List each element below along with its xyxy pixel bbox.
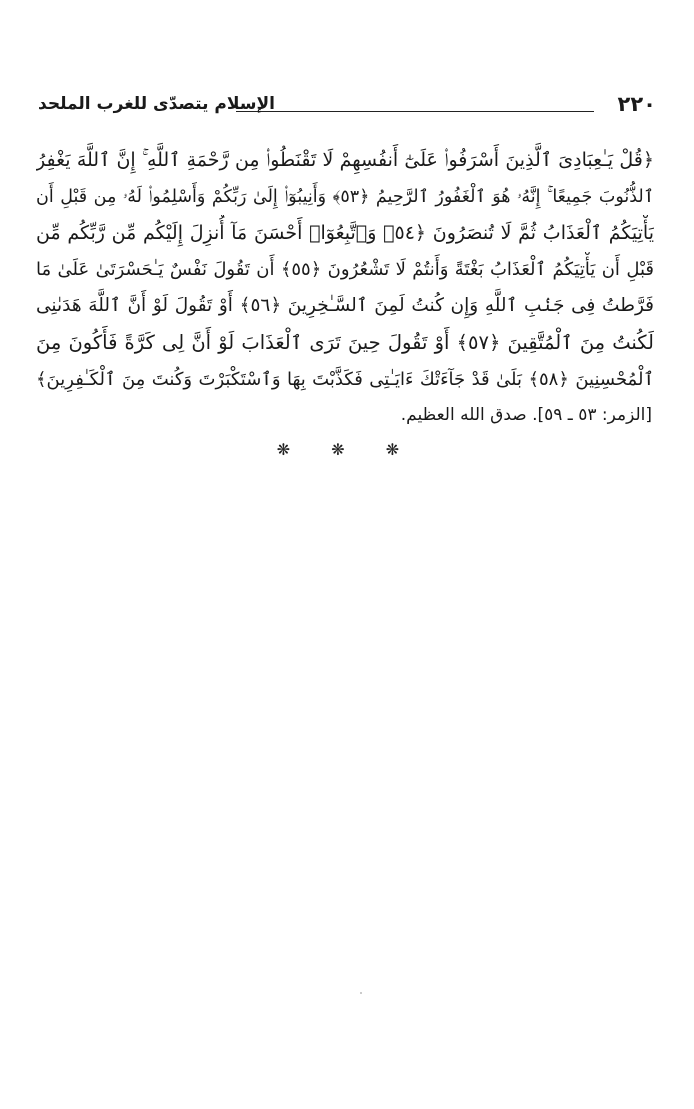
quran-passage [36, 142, 654, 398]
page-number: ٢٢٠ [617, 92, 656, 116]
verse-citation: [الزمر: ٥٣ ـ ٥٩]. صدق الله العظيم. [400, 405, 652, 425]
header-rule [236, 111, 594, 112]
verse-line: قَبْلِ أَن يَأْتِيَكُمُ ٱلْعَذَابُ بَغْتَةً وَأَنتُمْ لَا تَشْعُرُونَ ﴿٥٥﴾ أَن تَقُولَ نَفْسٌ يَـٰحَسْرَتَىٰ عَلَىٰ مَا [36, 258, 654, 280]
verse-line: لَكُنتُ مِنَ ٱلْمُتَّقِينَ ﴿٥٧﴾ أَوْ تَقُولَ حِينَ تَرَى ٱلْعَذَابَ لَوْ أَنَّ لِى كَرَّةً فَأَكُونَ مِنَ [36, 330, 654, 354]
paper-speck [360, 992, 362, 994]
verse-line: يَأْتِيَكُمُ ٱلْعَذَابُ ثُمَّ لَا تُنصَرُونَ ﴿٥٤﴾ وَٱتَّبِعُوٓا۟ أَحْسَنَ مَآ أُنزِلَ إِلَيْكُم مِّن رَّبِّكُم مِّن [36, 222, 654, 245]
verse-line: ٱلْمُحْسِنِينَ ﴿٥٨﴾ بَلَىٰ قَدْ جَآءَتْكَ ءَايَـٰتِى فَكَذَّبْتَ بِهَا وَٱسْتَكْبَرْتَ وَكُنتَ مِنَ ٱلْكَـٰفِرِينَ﴾ [36, 368, 654, 390]
section-separator: ❋ ❋ ❋ [276, 440, 418, 459]
running-title: الإسلام يتصدّى للغرب الملحد [38, 94, 275, 114]
page-header [38, 92, 656, 120]
verse-line: ٱلذُّنُوبَ جَمِيعًا ۚ إِنَّهُۥ هُوَ ٱلْغَفُورُ ٱلرَّحِيمُ ﴿٥٣﴾ وَأَنِيبُوٓا۟ إِلَىٰ رَبِّكُمْ وَأَسْلِمُوا۟ لَهُۥ مِن قَبْلِ أَن [36, 186, 654, 207]
verse-line: فَرَّطتُ فِى جَنۢبِ ٱللَّهِ وَإِن كُنتُ لَمِنَ ٱلسَّـٰخِرِينَ ﴿٥٦﴾ أَوْ تَقُولَ لَوْ أَنَّ ٱللَّهَ هَدَىٰنِى [36, 295, 654, 317]
verse-line: ﴿قُلْ يَـٰعِبَادِىَ ٱلَّذِينَ أَسْرَفُوا۟ عَلَىٰٓ أَنفُسِهِمْ لَا تَقْنَطُوا۟ مِن رَّحْمَةِ ٱللَّهِ ۚ إِنَّ ٱللَّهَ يَغْفِرُ [36, 149, 654, 171]
